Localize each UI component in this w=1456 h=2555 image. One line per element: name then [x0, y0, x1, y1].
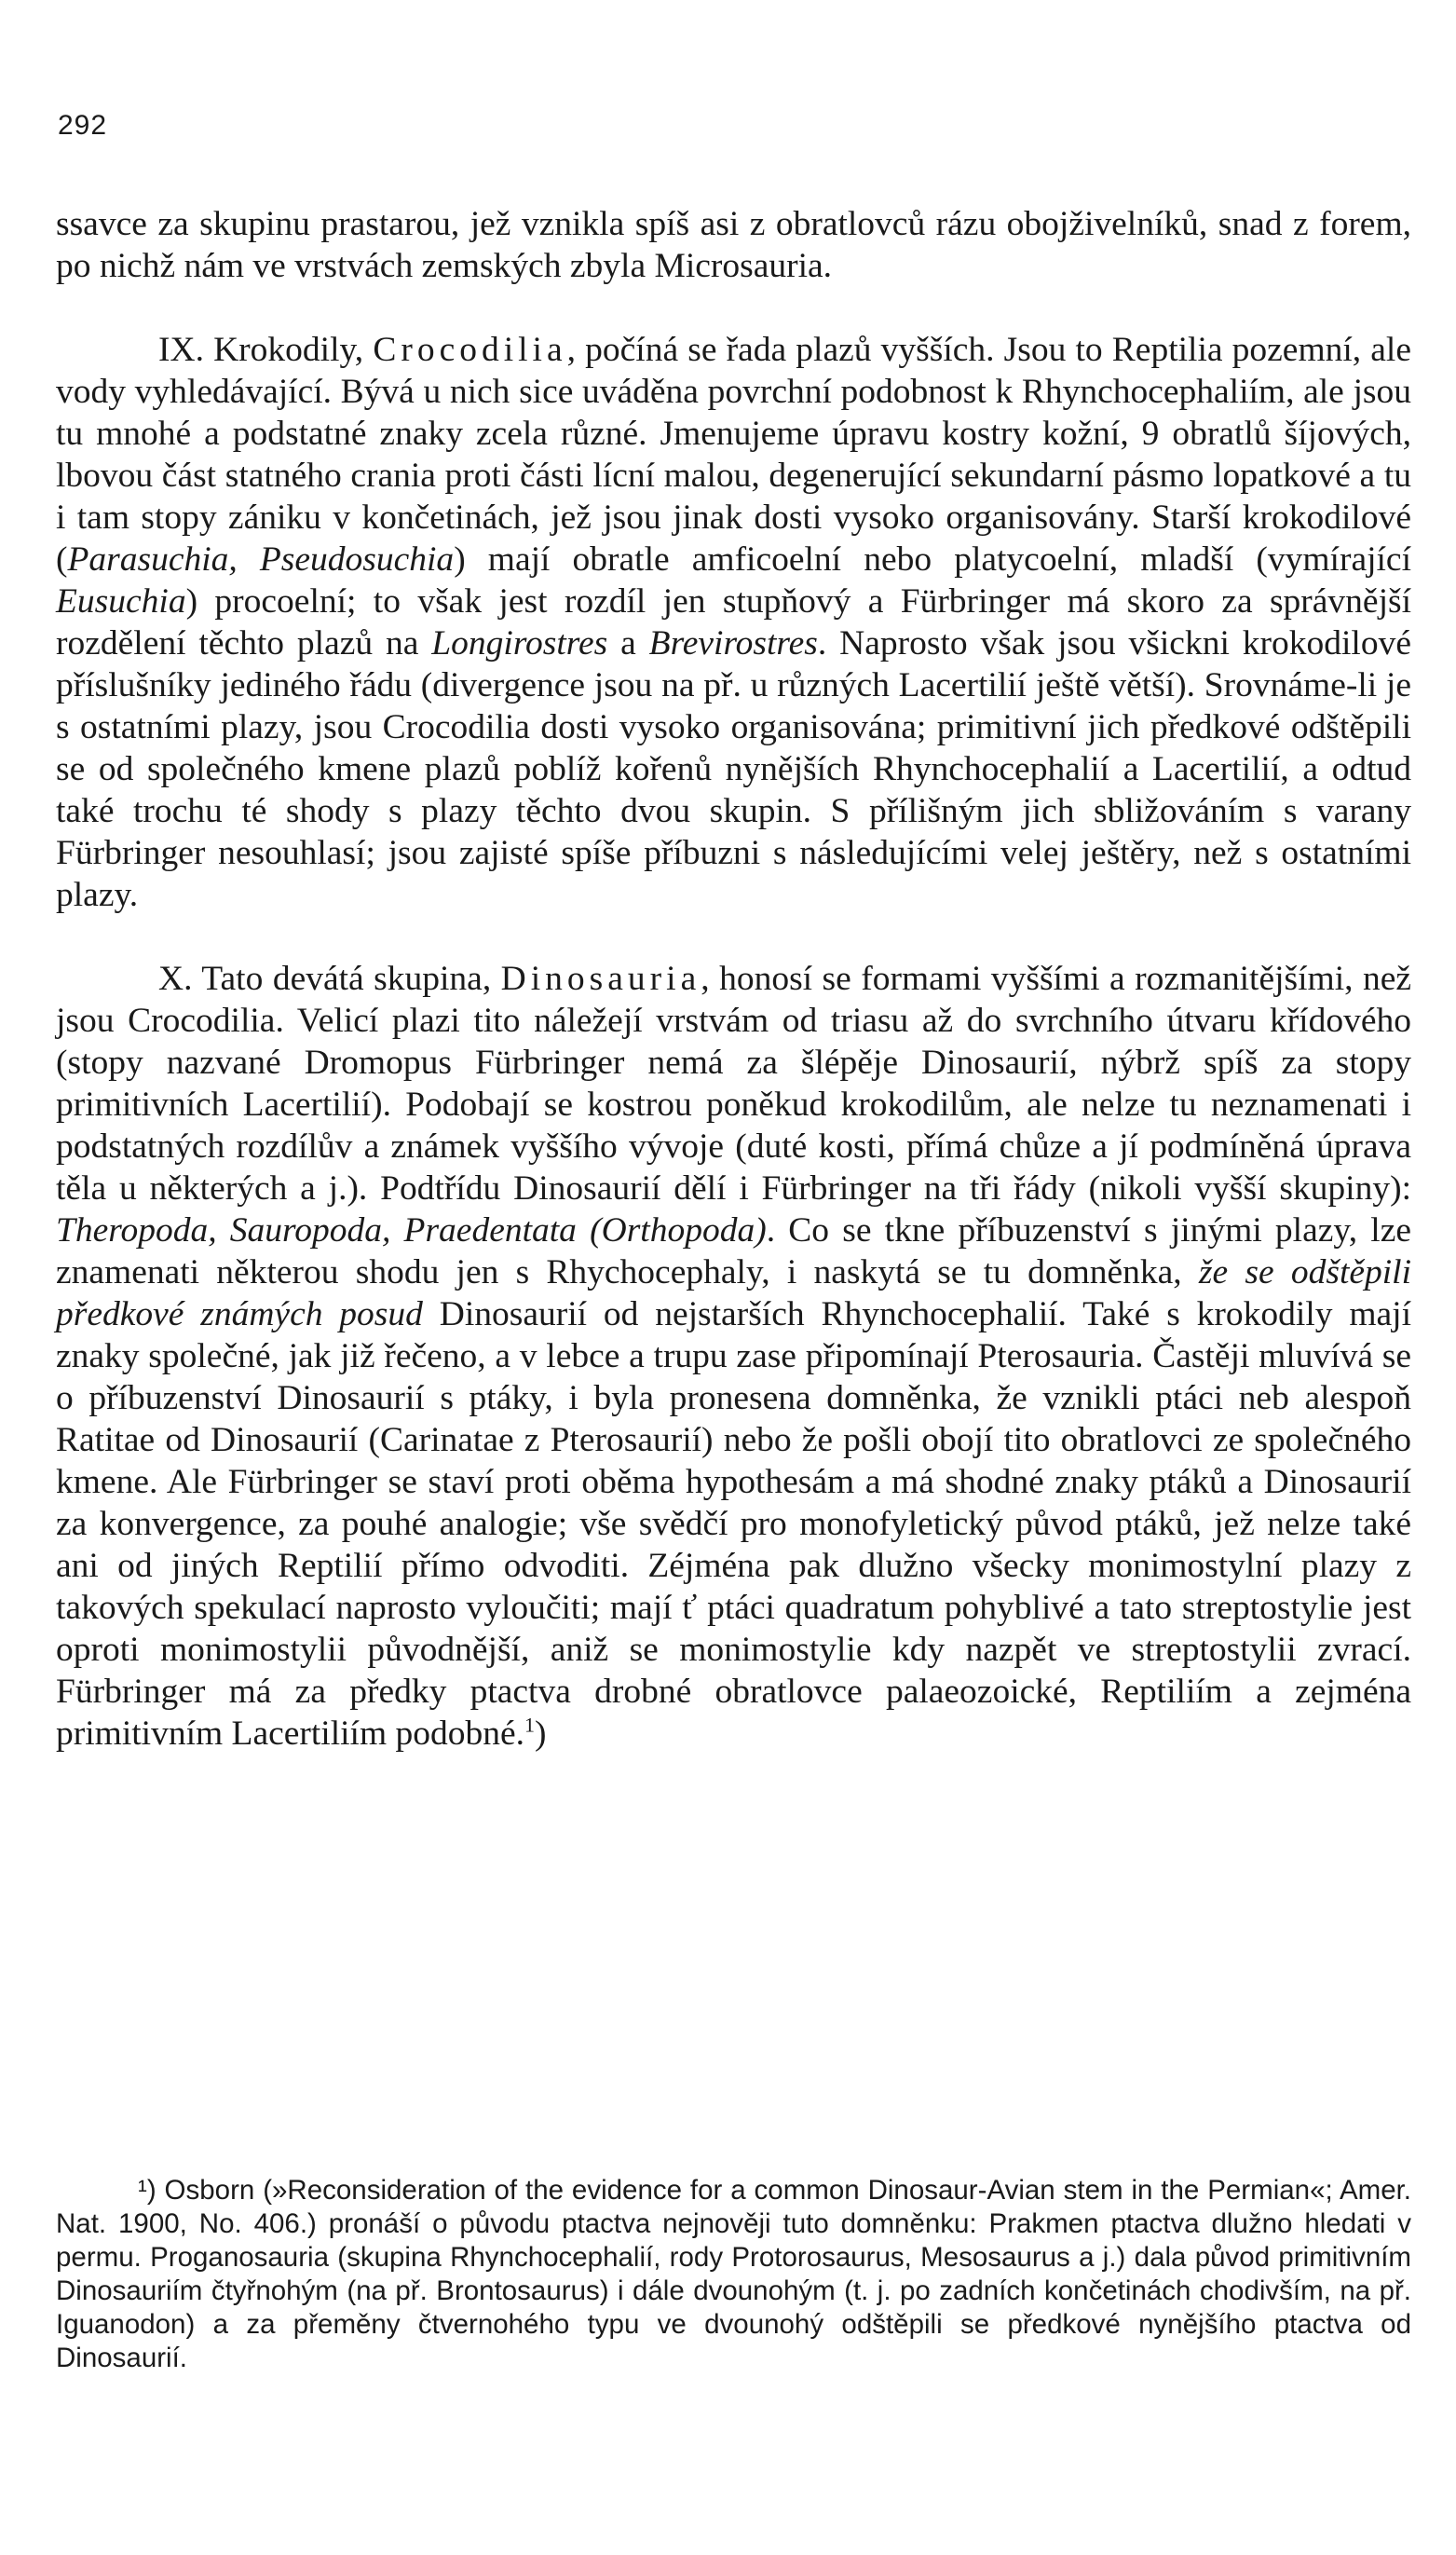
para-text: IX. Krokodily,	[158, 331, 374, 369]
para-text: ) procoelní; to však jest rozdíl jen stupňový a Fürbringer má skoro za správnější rozdělení těchto plazů na	[56, 582, 1411, 663]
term-italic: Theropoda, Sauropoda, Praedentata (Orthopoda)	[56, 1211, 767, 1250]
main-text	[56, 203, 1411, 1755]
footnote-mark: ¹	[138, 2175, 147, 2206]
paragraph-dinosauria	[56, 958, 1411, 1755]
para-text: . Naprosto však jsou všickni krokodilové příslušníky jediného řádu (divergence jsou na př. u různých Lacertilií ještě větší). Srovnáme-li je s ostatními plazy, jsou Crocodilia dosti vysoko organisována; primitivní jich předkové odštěpili se od společného kmene plazů poblíž kořenů nynějších Rhynchocephalií a Lacertilií, a odtud také trochu té shody s plazy těchto dvou skupin. S přílišným jich sbližováním s varany Fürbringer nesouhlasí; jsou zajisté spíše příbuzni s následujícími velej ještěry, než s ostatními plazy.	[56, 624, 1411, 914]
page-number: 292	[58, 110, 108, 141]
para-text: , honosí se formami vyššími a rozmanitějšími, než jsou Crocodilia. Velicí plazi tito náležejí vrstvám od triasu až do svrchního útvaru křídového (stopy nazvané Dromopus Fürbringer nemá za šlépěje Dinosaurií, nýbrž spíš za stopy primitivních Lacertilií). Podobají se kostrou poněkud krokodilům, ale nelze tu neznamenati i podstatných rozdílův a známek vyššího vývoje (duté kosti, přímá chůze a jí podmíněná úprava těla u některých a j.). Podtřídu Dinosaurií dělí i Fürbringer na tři řády (nikoli vyšší skupiny):	[56, 960, 1411, 1208]
term-crocodilia: Crocodilia	[373, 331, 567, 369]
footnote-reference[interactable]: 1	[524, 1713, 536, 1737]
footnote	[56, 2174, 1411, 2375]
footnote-paragraph	[56, 2174, 1411, 2375]
paragraph-crocodilia	[56, 329, 1411, 916]
term-italic: Longirostres	[431, 624, 608, 663]
para-text: a	[607, 624, 649, 663]
para-text: )	[535, 1715, 547, 1753]
para-text: , počíná se řada plazů vyšších. Jsou to Reptilia pozemní, ale vody vyhledávající. Bývá u nich sice uváděna povrchní podobnost k Rhynchocephaliím, ale jsou tu mnohé a podstatné znaky zcela různé. Jmenujeme úpravu kostry kožní, 9 obratlů šíjových, lbovou část statného crania proti části lícní malou, degenerující sekundarní pásmo lopatkové a tu i tam stopy zániku v končetinách, jež jsou jinak dosti vysoko organisovány. Starší krokodilové (	[56, 331, 1411, 579]
footnote-text: ) Osborn (»Reconsideration of the evidence for a common Dinosaur-Avian stem in the Permian«; Amer. Nat. 1900, No. 406.) pronáší o původu ptactva nejnověji tuto domněnku: Prakmen ptactva dlužno hledati v permu. Proganosauria (skupina Rhynchocephalií, rody Protorosaurus, Mesosaurus a j.) dala původ primitivním Dinosauriím čtyřnohým (na př. Brontosaurus) i dále dvounohým (t. j. po zadních končetinách chodivším, na př. Iguanodon) a za přeměny čtvernohého typu ve dvounohý odštěpili se předkové nynějšího ptactva od Dinosaurií.	[56, 2175, 1411, 2373]
term-italic: Brevirostres	[648, 624, 818, 663]
para-text: . Co se tkne příbuzenství s jinými plazy, lze znamenati některou shodu jen s Rhychocephaly, i naskytá se tu domněnka,	[56, 1211, 1411, 1291]
term-dinosauria: Dinosauria	[500, 960, 701, 998]
para-text: ) mají obratle amficoelní nebo platycoelní, mladší (vymírající	[454, 540, 1411, 579]
para-text: X. Tato devátá skupina,	[158, 960, 501, 998]
para-text: Dinosaurií od nejstarších Rhynchocephalií. Také s krokodily mají znaky společné, jak již řečeno, a v lebce a trupu zase připomínají Pterosauria. Častěji mluvívá se o příbuzenství Dinosaurií s ptáky, i byla pronesena domněnka, že vznikli ptáci neb alespoň Ratitae od Dinosaurií (Carinatae z Pterosaurií) nebo že pošli obojí tito obratlovci ze společného kmene. Ale Fürbringer se staví proti oběma hypothesám a má shodné znaky ptáků a Dinosaurií za konvergence, za pouhé analogie; vše svědčí pro monofyletický původ ptáků, jež nelze také ani od jiných Reptilií přímo odvoditi. Zéjména pak dlužno všecky monimostylní plazy z takových spekulací naprosto vyloučiti; mají ť ptáci quadratum pohyblivé a tato streptostylie jest oproti monimostylii původnější, aniž se monimostylie kdy nazpět ve streptostylii zvrací. Fürbringer má za předky ptactva drobné obratlovce palaeozoické, Reptiliím a zejména primitivním Lacertiliím podobné.	[56, 1295, 1411, 1753]
term-italic: že se odštěpili předkové známých posud	[56, 1253, 1412, 1333]
term-italic: Eusuchia	[56, 582, 186, 621]
term-italic: Parasuchia, Pseudosuchia	[67, 540, 455, 579]
paragraph-continuation: ssavce za skupinu prastarou, jež vznikla spíš asi z obratlovců rázu obojživelníků, snad z forem, po nichž nám ve vrstvách zemských zbyla Microsauria.	[56, 205, 1411, 285]
